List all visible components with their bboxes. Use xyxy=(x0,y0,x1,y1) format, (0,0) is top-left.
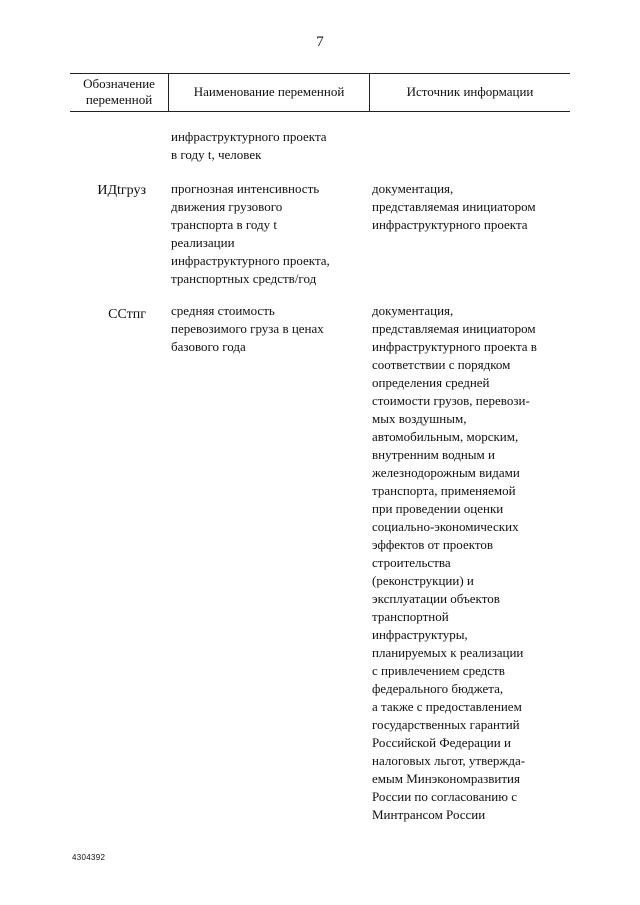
text-line: планируемых к реализации xyxy=(372,645,524,660)
text-line: Российской Федерации и xyxy=(372,735,511,750)
text-line: а также с предоставлением xyxy=(372,699,522,714)
continuation-name xyxy=(171,128,361,164)
text-line: с привлечением средств xyxy=(372,663,505,678)
symbol-indices xyxy=(117,183,146,198)
text-line: Минтрансом России xyxy=(372,807,486,822)
text-line: транспорта, применяемой xyxy=(372,483,516,498)
text-line: мых воздушным, xyxy=(372,411,467,426)
text-line: инфраструктурного проекта, xyxy=(171,253,330,268)
variable-symbol-sst xyxy=(108,306,146,324)
header-col-source: Источник информации xyxy=(406,84,534,99)
text-line: федерального бюджета, xyxy=(372,681,504,696)
text-line: России по согласованию с xyxy=(372,789,517,804)
symbol-subscript: груз xyxy=(120,183,146,198)
text-line: в году t, человек xyxy=(171,147,262,162)
symbol-superscript: п xyxy=(132,307,141,322)
text-line: базового года xyxy=(171,339,246,354)
text-line: перевозимого груза в ценах xyxy=(171,321,324,336)
text-line: инфраструктуры, xyxy=(372,627,468,642)
text-line: внутренним водным и xyxy=(372,447,495,462)
text-line: документация, xyxy=(372,303,454,318)
text-line: государственных гарантий xyxy=(372,717,520,732)
text-line: транспорта в году t xyxy=(171,217,277,232)
page-number: 7 xyxy=(316,34,324,50)
header-col-designation: Обозначение переменной xyxy=(83,76,155,107)
variable-source-sst xyxy=(372,302,568,824)
text-line: эксплуатации объектов xyxy=(372,591,500,606)
text-line: железнодорожным видами xyxy=(372,465,520,480)
symbol-base: ИД xyxy=(97,183,118,198)
variable-symbol-id-gruz xyxy=(97,182,146,200)
text-line: емым Минэкономразвития xyxy=(372,771,520,786)
text-line: представляемая инициатором xyxy=(372,199,536,214)
text-line: (реконструкции) и xyxy=(372,573,474,588)
text-line: социально-экономических xyxy=(372,519,519,534)
text-line: эффектов от проектов xyxy=(372,537,494,552)
text-line: представляемая инициатором xyxy=(372,321,536,336)
text-line: прогнозная интенсивность xyxy=(171,181,320,196)
symbol-superscript: t xyxy=(117,183,121,198)
text-line: транспортных средств/год xyxy=(171,271,317,286)
variable-name-sst xyxy=(171,302,361,356)
text-line: инфраструктурного проекта xyxy=(372,217,528,232)
text-line: движения грузового xyxy=(171,199,283,214)
text-line: транспортной xyxy=(372,609,449,624)
text-line: средняя стоимость xyxy=(171,303,275,318)
symbol-indices xyxy=(133,307,146,322)
text-line: документация, xyxy=(372,181,454,196)
document-code: 4304392 xyxy=(72,853,106,862)
symbol-base: ССт xyxy=(108,307,133,322)
variable-name-id-gruz xyxy=(171,180,361,288)
text-line: автомобильным, морским, xyxy=(372,429,519,444)
text-line: соответствии с порядком xyxy=(372,357,511,372)
text-line: стоимости грузов, перевози- xyxy=(372,393,530,408)
text-line: инфраструктурного проекта в xyxy=(372,339,537,354)
header-bottom-rule xyxy=(70,111,570,112)
symbol-subscript: г xyxy=(140,307,146,322)
text-line: налоговых льгот, утвержда- xyxy=(372,753,526,768)
text-line: инфраструктурного проекта xyxy=(171,129,327,144)
text-line: при проведении оценки xyxy=(372,501,504,516)
header-col-name: Наименование переменной xyxy=(193,84,345,99)
text-line: строительства xyxy=(372,555,451,570)
text-line: определения средней xyxy=(372,375,490,390)
variable-source-id-gruz xyxy=(372,180,568,234)
text-line: реализации xyxy=(171,235,235,250)
